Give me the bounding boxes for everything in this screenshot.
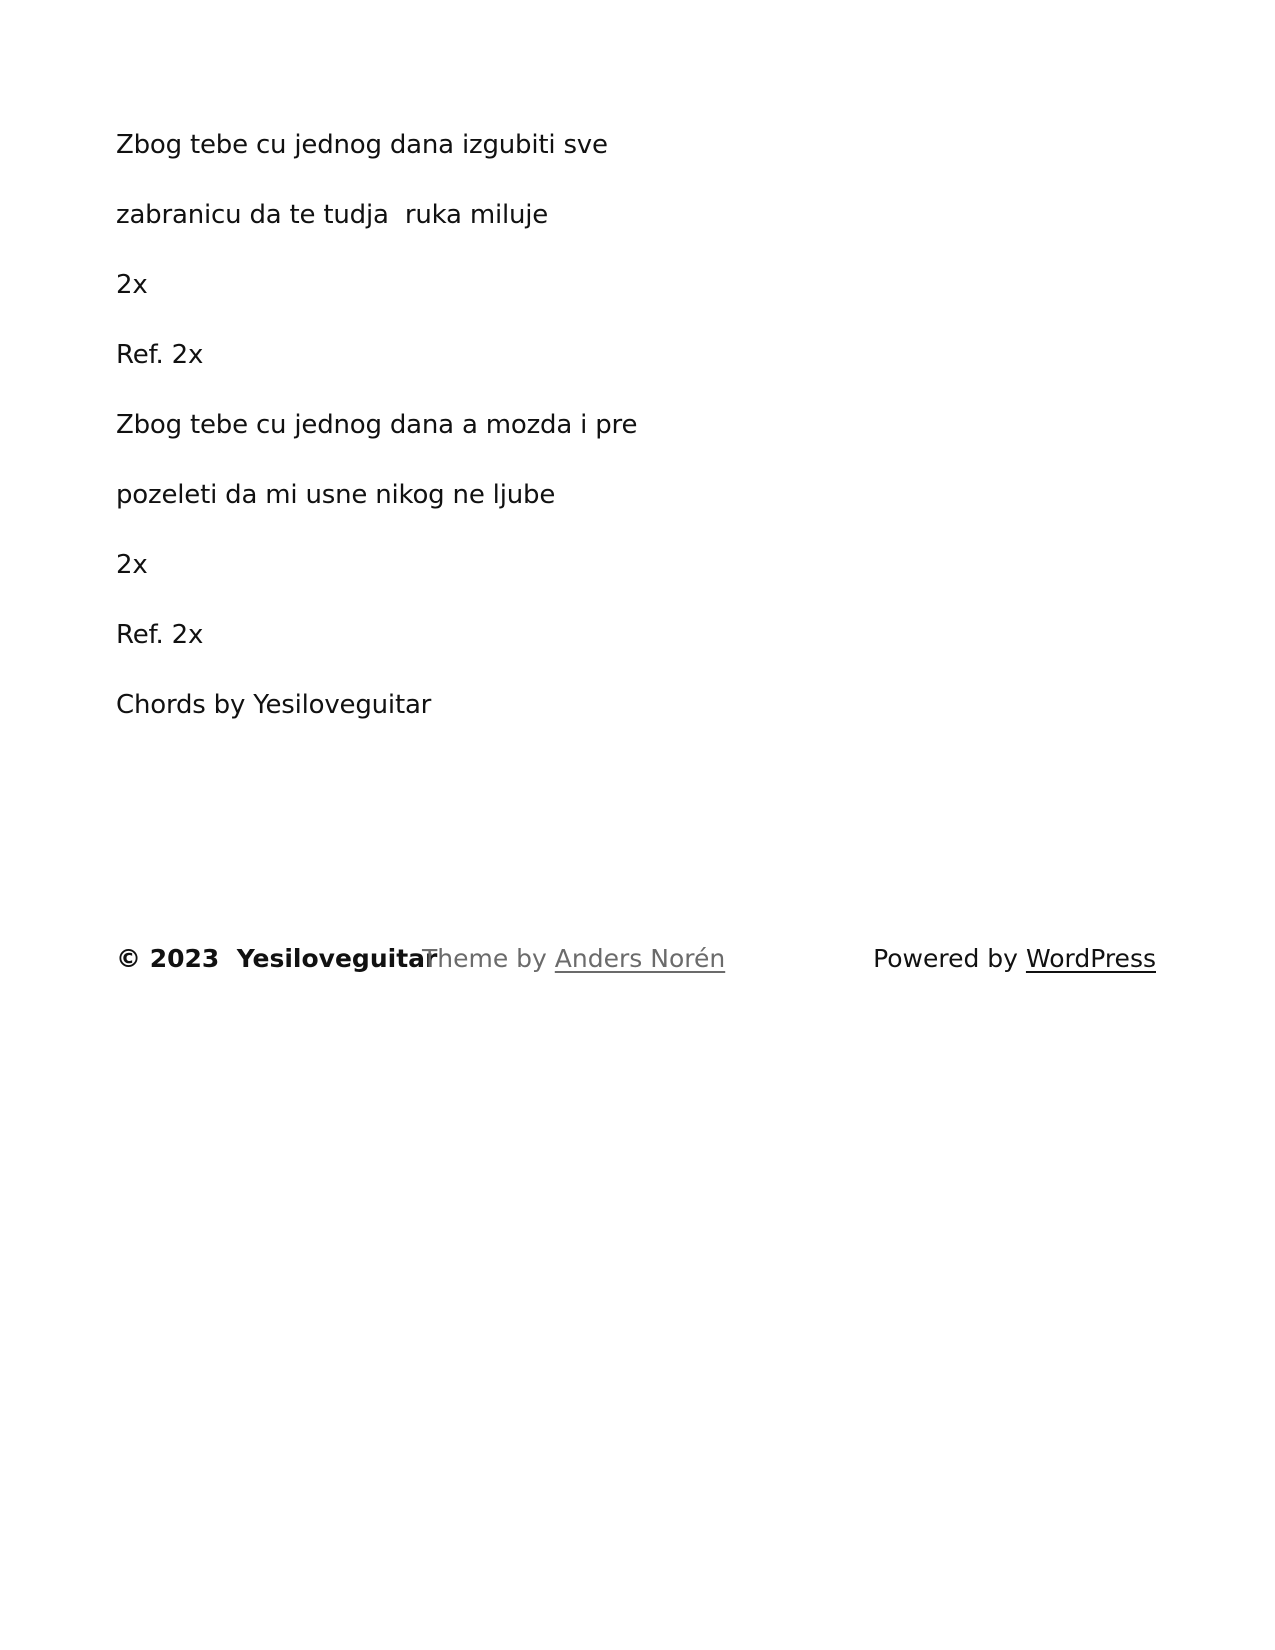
footer-copyright	[116, 942, 437, 976]
lyric-line: 2x	[116, 270, 148, 300]
lyric-line: 2x	[116, 550, 148, 580]
footer-theme-credit	[422, 942, 725, 976]
post-content	[116, 128, 1156, 758]
lyric-line: Zbog tebe cu jednog dana a mozda i pre	[116, 410, 638, 440]
theme-credit-label: Theme by	[422, 944, 547, 973]
lyric-line: Zbog tebe cu jednog dana izgubiti sve	[116, 130, 608, 160]
powered-by-label: Powered by	[873, 944, 1018, 973]
footer-powered-by	[873, 942, 1156, 976]
wordpress-link[interactable]: WordPress	[1025, 944, 1156, 973]
copyright-year: © 2023	[116, 944, 220, 973]
lyric-line: pozeleti da mi usne nikog ne ljube	[116, 480, 556, 510]
lyric-line: zabranicu da te tudja ruka miluje	[116, 200, 549, 230]
lyric-line: Ref. 2x	[116, 620, 204, 650]
footer-site-name[interactable]: Yesiloveguitar	[236, 944, 438, 973]
theme-author-link[interactable]: Anders Norén	[554, 944, 726, 973]
lyric-line: Ref. 2x	[116, 340, 204, 370]
chords-credit: Chords by Yesiloveguitar	[116, 690, 432, 720]
site-footer	[116, 942, 1156, 982]
